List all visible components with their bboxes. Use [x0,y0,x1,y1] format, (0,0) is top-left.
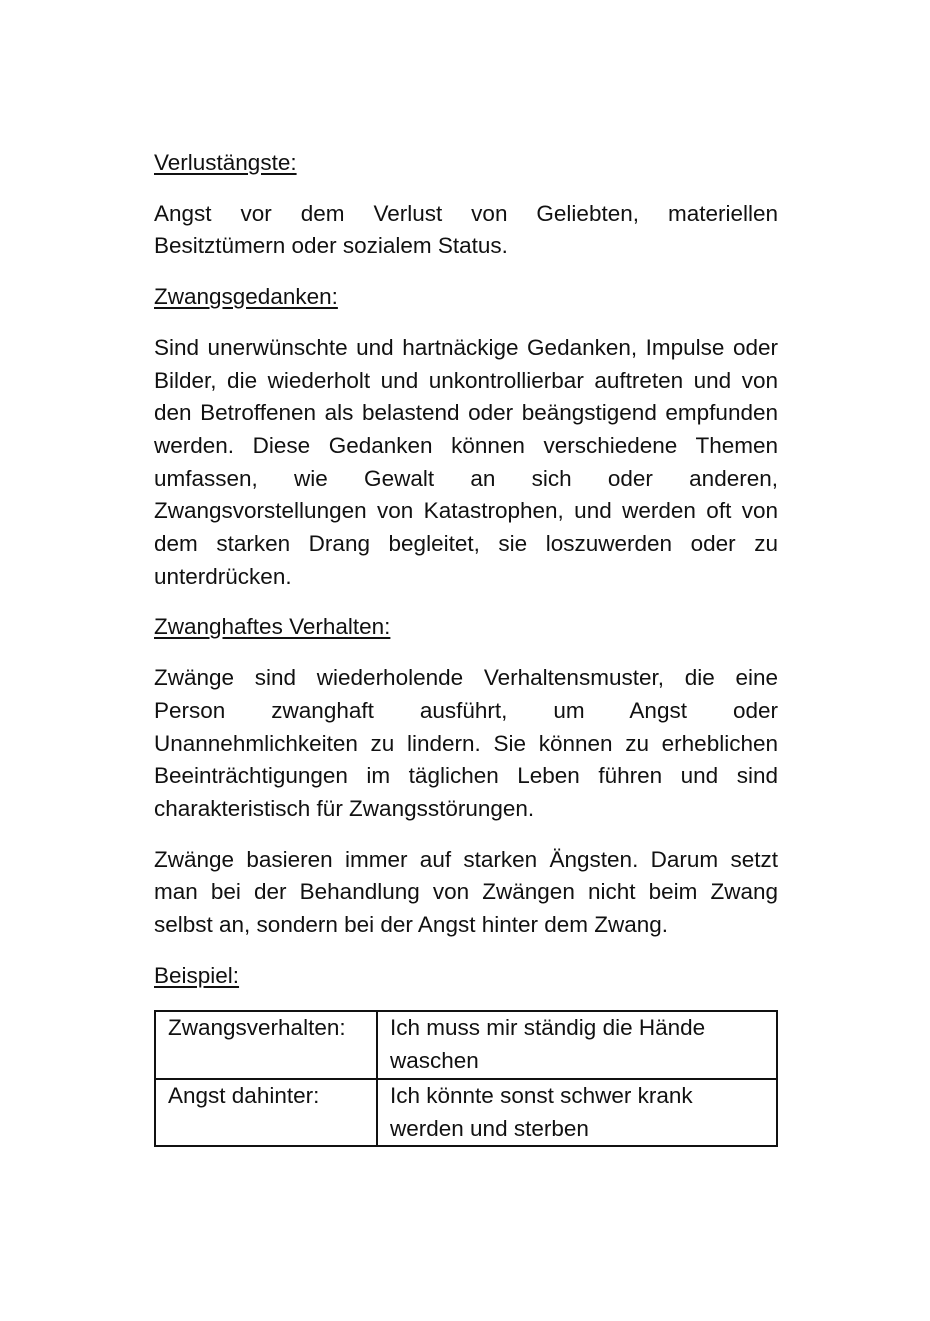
paragraph: Zwänge basieren immer auf starken Ängsten. Darum setzt man bei der Behandlung von Zwängen nicht beim Zwang selbst an, sondern bei der Angst hinter dem Zwang. [154,846,778,938]
heading-zwanghaftes-verhalten: Zwanghaftes Verhalten: [154,614,391,640]
example-table [154,1010,778,1147]
paragraph: Sind unerwünschte und hartnäckige Gedanken, Impulse oder Bilder, die wiederholt und unkontrollierbar auftreten und von den Betroffenen als belastend oder beängstigend empfunden werden. Diese Gedanken können verschiedene Themen umfassen, wie Gewalt an sich oder anderen, Zwangsvorstellungen von Katastrophen, und werden oft von dem starken Drang begleitet, sie loszuwerden oder zu unterdrücken. [154,334,778,589]
table-cell-label: Zwangsverhalten: [155,1011,377,1078]
heading-verlustaengste: Verlustängste: [154,150,297,175]
document-page [154,147,778,1147]
table-row [155,1011,777,1078]
heading-beispiel: Beispiel: [154,962,240,988]
table-row [155,1079,777,1146]
paragraph: Angst vor dem Verlust von Geliebten, materiellen Besitztümern oder sozialem Status. [154,200,778,259]
table-cell-value: Ich muss mir ständig die Hände waschen [377,1011,777,1078]
heading-zwangsgedanken: Zwangsgedanken: [154,284,338,310]
table-cell-value: Ich könnte sonst schwer krank werden und sterben [377,1079,777,1146]
table-cell-label: Angst dahinter: [155,1079,377,1146]
paragraph: Zwänge sind wiederholende Verhaltensmuster, die eine Person zwanghaft ausführt, um Angst oder Unannehmlichkeiten zu lindern. Sie können zu erheblichen Beeinträchtigungen im täglichen Leben führen und sind charakteristisch für Zwangsstörungen. [154,665,778,821]
